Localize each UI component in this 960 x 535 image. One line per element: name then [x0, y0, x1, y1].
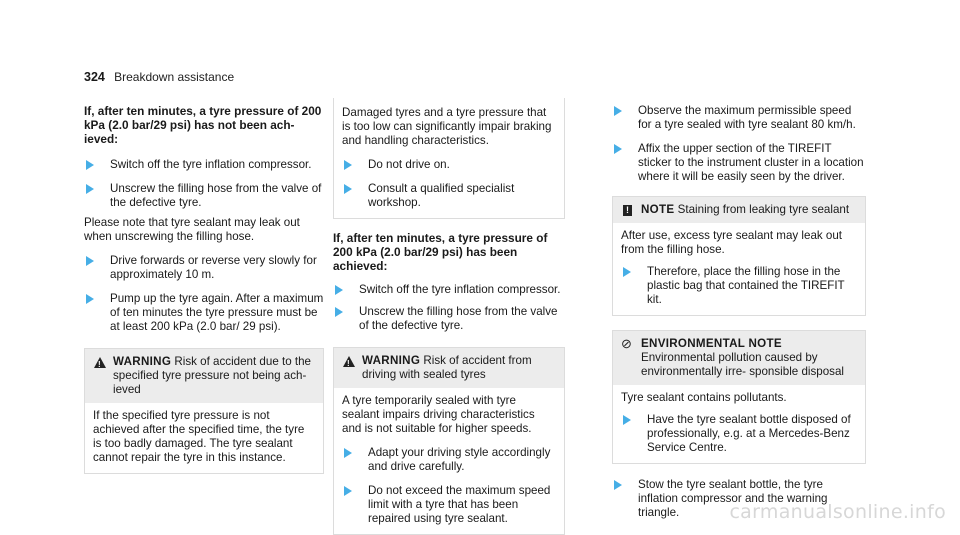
step-item: [84, 182, 324, 210]
note-label: NOTE: [641, 203, 675, 216]
warning-text: A tyre temporarily sealed with tyre sealant impairs driving characteristics and is not suitable for higher speeds.: [342, 394, 535, 435]
step-text: Unscrew the filling hose from the valve of the defective tyre.: [359, 305, 558, 332]
environmental-note-title: Environmental pollution caused by environmentally irre- sponsible disposal: [641, 351, 844, 378]
warning-header: [85, 349, 323, 403]
section-title: Breakdown assistance: [114, 70, 235, 84]
step-text: Therefore, place the filling hose in the plastic bag that contained the TIREFIT kit.: [647, 265, 845, 306]
warning-label: WARNING: [113, 355, 172, 368]
step-item: [342, 484, 556, 526]
arrow-icon: [614, 144, 622, 154]
environmental-note-header: [613, 331, 865, 385]
warning-body: If the specified tyre pressure is not achieved after the specified time, the tyre is too badly damaged. The tyre sealant cannot repair the tyre in this instance.: [93, 409, 305, 464]
arrow-icon: [344, 184, 352, 194]
step-item: [612, 142, 866, 184]
step-item: [333, 283, 565, 297]
arrow-icon: [344, 448, 352, 458]
step-item: [342, 158, 556, 172]
arrow-icon: [623, 415, 631, 425]
warning-body: [334, 388, 564, 534]
step-item: [621, 413, 857, 455]
step-item: [84, 158, 324, 172]
arrow-icon: [344, 486, 352, 496]
arrow-icon: [614, 480, 622, 490]
step-text: Affix the upper section of the TIREFIT sticker to the instrument cluster in a location where it will be easily seen by the driver.: [638, 142, 864, 183]
warning-label: WARNING: [362, 354, 421, 367]
paragraph: Please note that tyre sealant may leak out when unscrewing the filling hose.: [84, 216, 300, 243]
warning-triangle-icon: [94, 357, 106, 368]
environment-icon: ⊘: [621, 336, 632, 351]
page-number: 324: [84, 70, 105, 84]
step-item: [342, 446, 556, 474]
page-header: [84, 70, 234, 85]
step-text: Drive forwards or reverse very slowly for approximately 10 m.: [110, 254, 317, 281]
environmental-note-box: [612, 330, 866, 464]
note-title: Staining from leaking tyre sealant: [677, 203, 850, 216]
step-text: Stow the tyre sealant bottle, the tyre inflation compressor and the warning triangle.: [638, 478, 828, 519]
step-text: Have the tyre sealant bottle disposed of professionally, e.g. at a Mercedes-Benz Service Centre.: [647, 413, 851, 454]
paragraph: Damaged tyres and a tyre pressure that is too low can significantly impair braking and handling characteristics.: [342, 106, 552, 147]
arrow-icon: [335, 307, 343, 317]
note-box: [612, 196, 866, 316]
env-text: Tyre sealant contains pollutants.: [621, 391, 787, 404]
note-icon: !: [623, 205, 632, 216]
environmental-note-label: ENVIRONMENTAL NOTE: [641, 337, 782, 350]
arrow-icon: [86, 256, 94, 266]
warning-header: [334, 348, 564, 388]
step-text: Consult a qualified specialist workshop.: [368, 182, 515, 209]
column-1: [84, 104, 324, 474]
column-3: [612, 104, 866, 520]
watermark: carmanualsonline.info: [729, 501, 946, 523]
step-item: [333, 305, 565, 333]
warning-title: Risk of accident due to the specified tyre pressure not being ach- ieved: [113, 355, 312, 396]
arrow-icon: [86, 294, 94, 304]
warning-box: [84, 348, 324, 474]
warning-triangle-icon: [343, 356, 355, 367]
arrow-icon: [614, 106, 622, 116]
step-item: [612, 104, 866, 132]
environmental-note-body: [613, 385, 865, 463]
note-header: [613, 197, 865, 223]
step-text: Do not drive on.: [368, 158, 450, 171]
arrow-icon: [623, 267, 631, 277]
warning-title: Risk of accident from driving with sealed tyres: [362, 354, 532, 381]
step-text: Switch off the tyre inflation compressor.: [110, 158, 312, 171]
step-text: Adapt your driving style accordingly and drive carefully.: [368, 446, 551, 473]
section-heading: If, after ten minutes, a tyre pressure of 200 kPa (2.0 bar/29 psi) has been achieved:: [333, 231, 548, 273]
note-body: [613, 223, 865, 315]
arrow-icon: [86, 184, 94, 194]
step-item: [84, 254, 324, 282]
step-item: [621, 265, 857, 307]
warning-continuation-box: [333, 98, 565, 219]
step-text: Unscrew the filling hose from the valve of the defective tyre.: [110, 182, 322, 209]
note-text: After use, excess tyre sealant may leak out from the filling hose.: [621, 229, 843, 256]
step-text: Do not exceed the maximum speed limit with a tyre that has been repaired using tyre sealant.: [368, 484, 551, 525]
section-heading: If, after ten minutes, a tyre pressure of 200 kPa (2.0 bar/29 psi) has not been ach- ieved:: [84, 104, 322, 146]
step-text: Pump up the tyre again. After a maximum of ten minutes the tyre pressure must be at least 200 kPa (2.0 bar/ 29 psi).: [110, 292, 324, 333]
arrow-icon: [344, 160, 352, 170]
step-text: Switch off the tyre inflation compressor.: [359, 283, 561, 296]
column-2: [333, 98, 565, 535]
arrow-icon: [86, 160, 94, 170]
step-item: [84, 292, 324, 334]
step-item: [342, 182, 556, 210]
arrow-icon: [335, 285, 343, 295]
warning-box: [333, 347, 565, 535]
step-text: Observe the maximum permissible speed for a tyre sealed with tyre sealant 80 km/h.: [638, 104, 856, 131]
